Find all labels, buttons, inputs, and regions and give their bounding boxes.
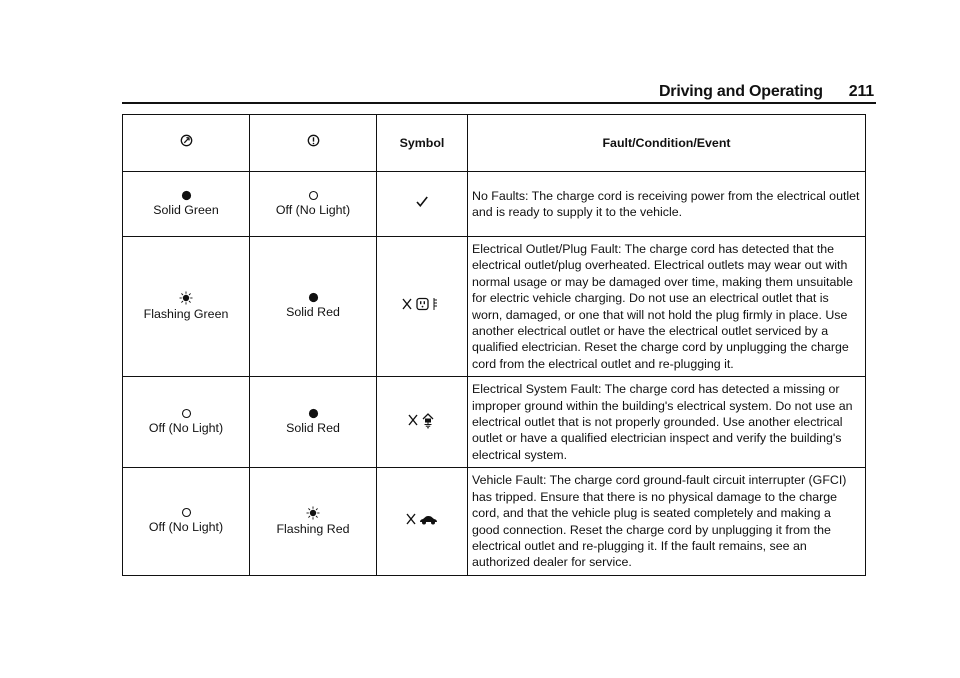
event-description: Electrical Outlet/Plug Fault: The charge cord has detected that the electrical outlet/plug overheated. Electrical outlets may wear out with normal usage or may be damaged over time, making them unsuitable for electric vehicle charging. Do not use an electrical outlet that is worn, damaged, or one that will not hold the plug firmly in place. Use another electrical outlet or have the electrical outlet serviced by a qualified electrician. Reset the charge cord by unplugging the charge cord from the electrical outlet and re-plugging it. — [468, 237, 866, 377]
fault-status-label: Flashing Red — [276, 521, 350, 536]
power-status-label: Off (No Light) — [148, 520, 224, 535]
symbol-cell — [377, 172, 468, 237]
power-column-header — [123, 115, 250, 172]
power-status-label: Off (No Light) — [148, 421, 224, 436]
solid-dot-icon — [181, 190, 192, 201]
table-row — [123, 468, 866, 575]
hollow-circle-icon — [308, 190, 319, 201]
event-description: Electrical System Fault: The charge cord has detected a missing or improper ground within the building's electrical system. Do not use an electrical outlet that is not properly grounded. Use another electrical outlet or have a qualified electrician inspect and verify the building's electrical system. — [468, 377, 866, 468]
page-number: 211 — [848, 83, 874, 100]
fault-status-label: Solid Red — [286, 421, 340, 436]
outlet-plug-fault-icon — [401, 296, 443, 312]
symbol-column-header: Symbol — [377, 115, 468, 172]
power-status-cell — [123, 237, 250, 377]
page-header — [659, 83, 874, 101]
power-status-label: Solid Green — [153, 202, 219, 217]
table-header-row — [123, 115, 866, 172]
checkmark-icon — [415, 195, 429, 208]
hollow-circle-icon — [181, 507, 192, 518]
table-row — [123, 377, 866, 468]
event-description: No Faults: The charge cord is receiving power from the electrical outlet and is ready to supply it to the vehicle. — [468, 172, 866, 237]
power-status-label: Flashing Green — [143, 306, 229, 321]
symbol-cell — [377, 468, 468, 575]
indicator-table — [122, 114, 866, 576]
solid-dot-icon — [308, 292, 319, 303]
fault-status-label: Solid Red — [286, 305, 340, 320]
header-rule — [122, 102, 876, 104]
fault-status-cell — [250, 172, 377, 237]
power-indicator-icon — [180, 134, 193, 147]
power-status-cell — [123, 468, 250, 575]
fault-status-label: Off (No Light) — [275, 202, 351, 217]
fault-indicator-icon — [307, 134, 320, 147]
table-row — [123, 172, 866, 237]
flashing-dot-icon — [179, 291, 193, 305]
hollow-circle-icon — [181, 408, 192, 419]
event-description: Vehicle Fault: The charge cord ground-fault circuit interrupter (GFCI) has tripped. Ensure that there is no physical damage to the charge cord, and that the vehicle plug is seated completely and making a good connection. Reset the charge cord by unplugging it from the electrical outlet and re-plugging it. If the fault remains, see an authorized dealer for service. — [468, 468, 866, 575]
fault-status-cell — [250, 377, 377, 468]
section-title: Driving and Operating — [658, 83, 823, 100]
fault-column-header — [250, 115, 377, 172]
fault-status-cell — [250, 237, 377, 377]
symbol-cell — [377, 237, 468, 377]
vehicle-fault-icon — [405, 511, 439, 527]
power-status-cell — [123, 172, 250, 237]
table-row — [123, 237, 866, 377]
solid-dot-icon — [308, 408, 319, 419]
building-ground-fault-icon — [407, 411, 437, 429]
power-status-cell — [123, 377, 250, 468]
fault-status-cell — [250, 468, 377, 575]
event-column-header: Fault/Condition/Event — [468, 115, 866, 172]
symbol-cell — [377, 377, 468, 468]
flashing-dot-icon — [306, 506, 320, 520]
